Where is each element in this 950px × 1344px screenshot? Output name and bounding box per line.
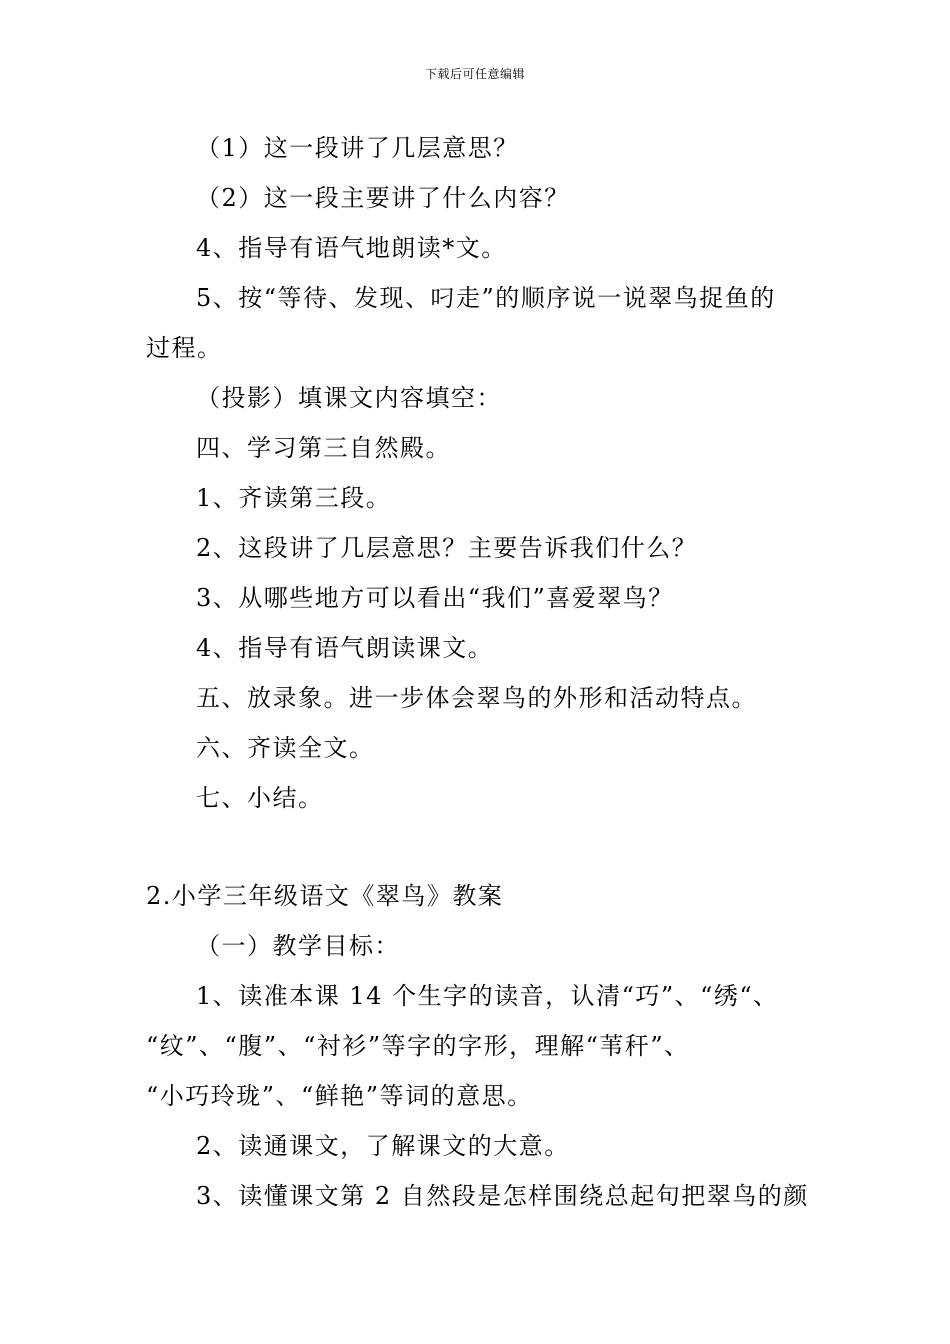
section-heading: 五、放录象。进一步体会翠鸟的外形和活动特点。 bbox=[196, 684, 757, 712]
text-line: （2）这一段主要讲了什么内容？ bbox=[196, 184, 570, 212]
text-line: （投影）填课文内容填空： bbox=[196, 384, 502, 412]
text-line: “纹”、“腹”、“衬衫”等字的字形，理解“苇秆”、 bbox=[146, 1032, 690, 1060]
section-heading: （一）教学目标： bbox=[196, 932, 400, 960]
text-line: 4、指导有语气地朗读*文。 bbox=[196, 234, 507, 262]
text-line: 1、读准本课 14 个生字的读音，认清“巧”、“绣“、 bbox=[196, 982, 779, 1010]
text-line: 3、读懂课文第 2 自然段是怎样围绕总起句把翠鸟的颜 bbox=[196, 1182, 809, 1210]
text-line: 5、按“等待、发现、叼走”的顺序说一说翠鸟捉鱼的 bbox=[196, 284, 776, 312]
text-line: （1）这一段讲了几层意思？ bbox=[196, 134, 519, 162]
text-line: 4、指导有语气朗读课文。 bbox=[196, 634, 494, 662]
section-heading: 六、齐读全文。 bbox=[196, 734, 375, 762]
text-line: “小巧玲珑”、“鲜艳”等词的意思。 bbox=[146, 1082, 533, 1110]
section-heading: 四、学习第三自然殿。 bbox=[196, 434, 451, 462]
text-line: 3、从哪些地方可以看出“我们”喜爱翠鸟？ bbox=[196, 584, 674, 612]
text-line: 过程。 bbox=[146, 334, 223, 362]
text-line: 2、这段讲了几层意思？主要告诉我们什么？ bbox=[196, 534, 698, 562]
text-line: 1、齐读第三段。 bbox=[196, 484, 392, 512]
section-heading: 七、小结。 bbox=[196, 784, 324, 812]
document-title: 2.小学三年级语文《翠鸟》教案 bbox=[146, 882, 504, 910]
page-header: 下载后可任意编辑 bbox=[424, 67, 525, 81]
text-line: 2、读通课文，了解课文的大意。 bbox=[196, 1132, 570, 1160]
